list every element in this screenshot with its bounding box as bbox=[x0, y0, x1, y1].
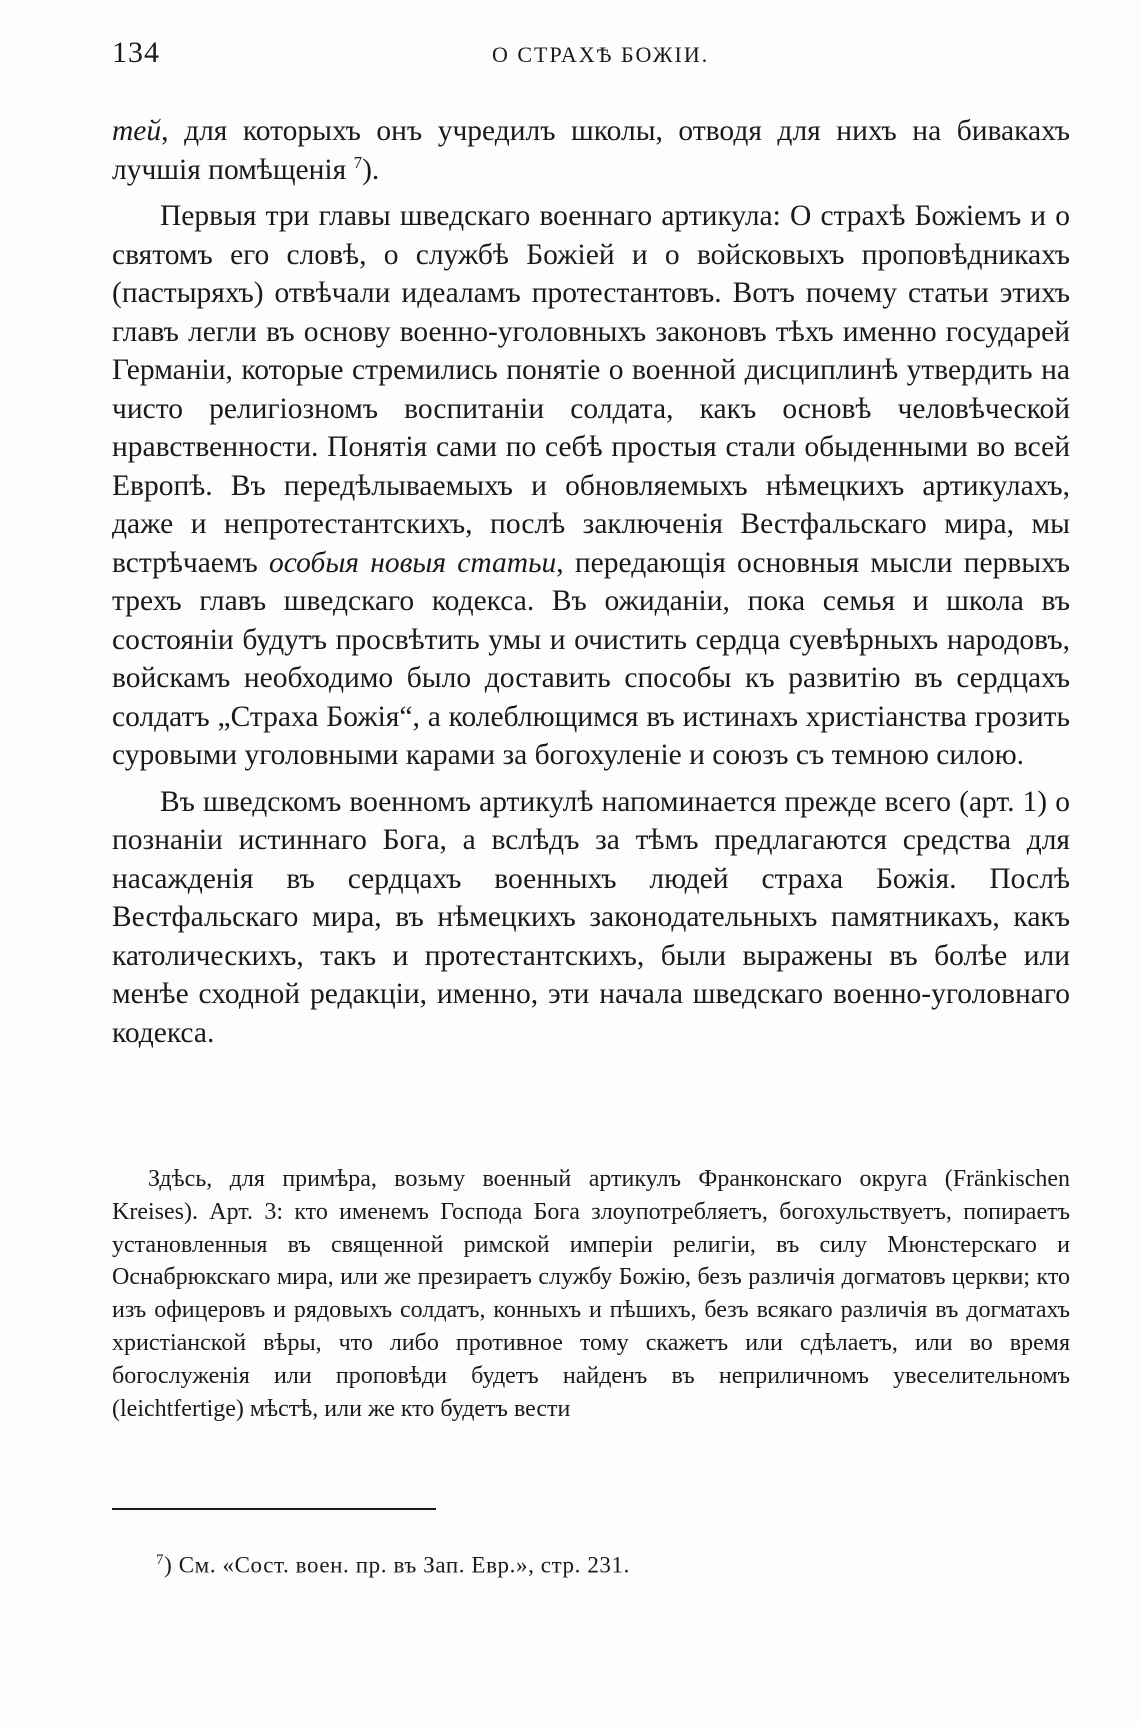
paragraph-2-part-2: , передающія основныя мысли первыхъ трехъ главъ шведскаго кодекса. Въ ожиданіи, пока семья и школа въ состояніи будутъ просвѣтить умы и очистить сердца суевѣрныхъ народовъ, войскамъ необходимо было доставить способы къ развитію въ сердцахъ солдатъ „Страха Божія“, а колеблющимся въ истинахъ христіанства грозить суровыми уголовными карами за богохуленіе и союзъ съ темною силою. bbox=[112, 546, 1070, 771]
paragraph-2 bbox=[112, 197, 1070, 775]
paragraph-1-text: , для которыхъ онъ учредилъ школы, отводя для нихъ на бивакахъ лучшія помѣщенія bbox=[112, 115, 1070, 186]
footnote-reference: 7 bbox=[353, 152, 363, 172]
quoted-article-text: Здѣсь, для примѣра, возьму военный артикулъ Франконскаго округа (Fränkischen Kreises). Арт. 3: кто именемъ Господа Бога злоупотребляетъ, богохульствуетъ, попираетъ установленныя въ священной римской имперіи религіи, въ силу Мюнстерскаго и Оснабрюкскаго мира, или же презираетъ службу Божію, безъ различія догматовъ церкви; кто изъ офицеровъ и рядовыхъ солдатъ, конныхъ и пѣшихъ, безъ всякаго различія въ догматахъ христіанской вѣры, что либо противное тому скажетъ или сдѣлаетъ, или во время богослуженія или проповѣди будетъ найденъ въ неприличномъ увеселительномъ (leichtfertige) мѣстѣ, или же кто будетъ вести bbox=[112, 1166, 1070, 1422]
footnote bbox=[156, 1552, 630, 1579]
page-header bbox=[112, 36, 1070, 76]
paragraph-1 bbox=[112, 112, 1070, 189]
page-number: 134 bbox=[112, 36, 160, 69]
paragraph-1-tail: ). bbox=[362, 153, 380, 186]
footnote-mark: 7 bbox=[156, 1552, 165, 1568]
paragraph-2-part-1: Первыя три главы шведскаго военнаго артикула: О страхѣ Божіемъ и о святомъ его словѣ, о службѣ Божіей и о войсковыхъ проповѣдникахъ (пастыряхъ) отвѣчали идеаламъ протестантовъ. Вотъ почему статьи этихъ главъ легли въ основу военно-уголовныхъ законовъ тѣхъ именно государей Германіи, которые стремились понятіе о военной дисциплинѣ утвердить на чисто религіозномъ воспитаніи солдата, какъ основѣ человѣческой нравственности. Понятія сами по себѣ простыя стали обыденными во всей Европѣ. Въ передѣлываемыхъ и обновляемыхъ нѣмецкихъ артикулахъ, даже и непротестантскихъ, послѣ заключенія Вестфальскаго мира, мы встрѣчаемъ bbox=[112, 200, 1070, 579]
paragraph-3: Въ шведскомъ военномъ артикулѣ напоминается прежде всего (арт. 1) о познаніи истиннаго Бога, а вслѣдъ за тѣмъ предлагаются средства для насажденія въ сердцахъ военныхъ людей страха Божія. Послѣ Вестфальскаго мира, въ нѣмецкихъ законодательныхъ памятникахъ, какъ католическихъ, такъ и протестантскихъ, были выражены въ болѣе или менѣе сходной редакціи, именно, эти начала шведскаго военно-уголовнаго кодекса. bbox=[112, 785, 1070, 1049]
footnote-divider bbox=[112, 1508, 436, 1510]
main-text bbox=[112, 112, 1070, 1052]
footnote-text: ) См. «Сост. воен. пр. въ Зап. Евр.», стр. 231. bbox=[164, 1552, 630, 1578]
paragraph-2-italic: особыя новыя статьи bbox=[269, 546, 557, 579]
running-title: О СТРАХѢ БОЖІИ. bbox=[492, 42, 710, 67]
paragraph-1-italic: тей bbox=[112, 115, 162, 147]
